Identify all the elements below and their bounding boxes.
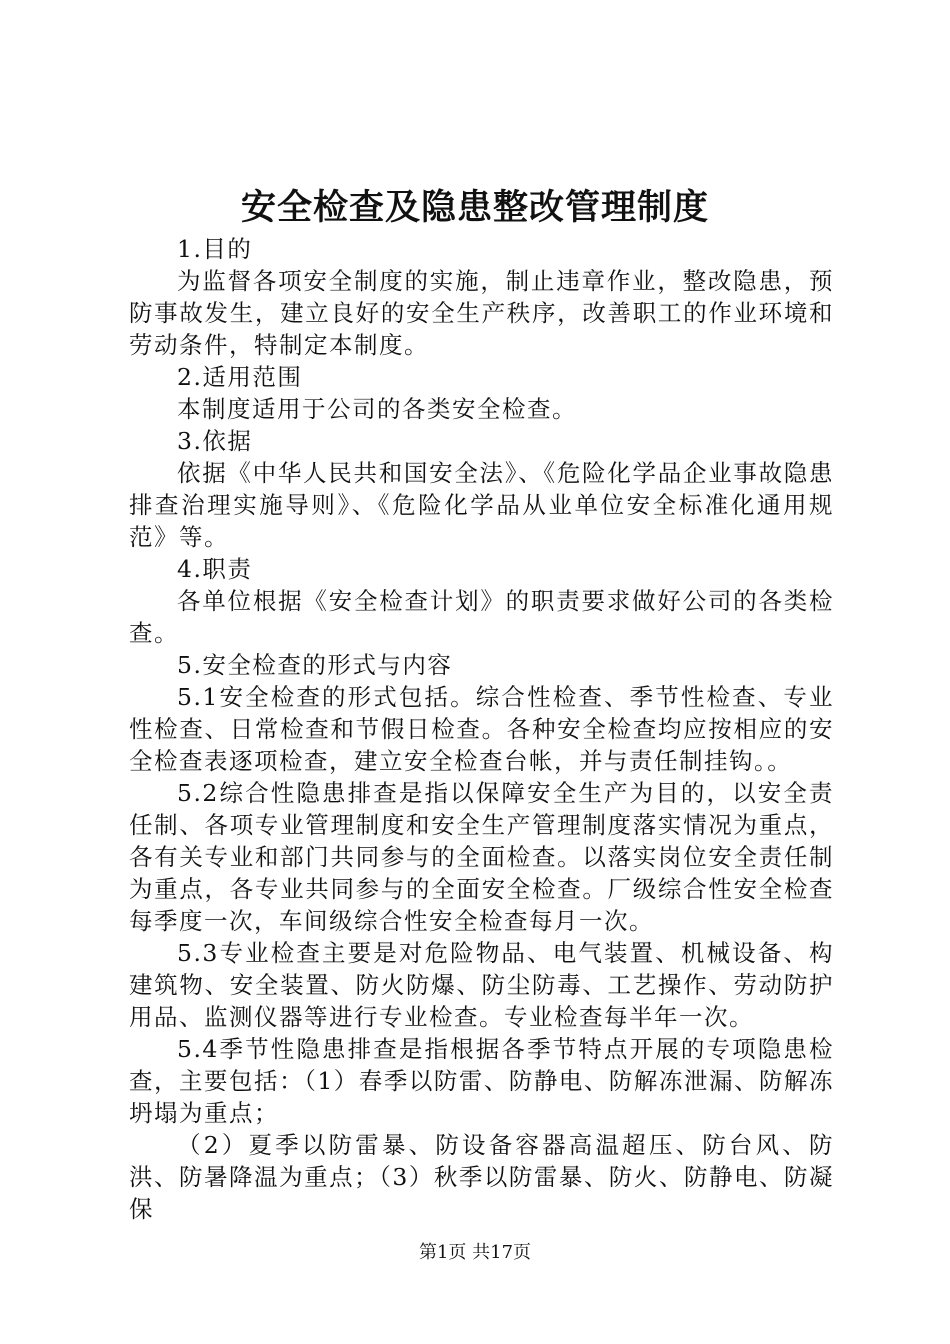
- paragraph-5-2: 5.2综合性隐患排查是指以保障安全生产为目的，以安全责任制、各项专业管理制度和安全生产管理制度落实情况为重点，各有关专业和部门共同参与的全面检查。以落实岗位安全责任制为重点，各专业共同参与的全面安全检查。厂级综合性安全检查每季度一次，车间级综合性安全检查每月一次。: [129, 779, 834, 935]
- paragraph-purpose: 为监督各项安全制度的实施，制止违章作业，整改隐患，预防事故发生，建立良好的安全生产秩序，改善职工的作业环境和劳动条件，特制定本制度。: [129, 267, 834, 359]
- page-footer: 第1页 共17页: [418, 1242, 532, 1263]
- paragraph-duties: 各单位根据《安全检查计划》的职责要求做好公司的各类检查。: [129, 587, 834, 647]
- paragraph-5-4: 5.4季节性隐患排查是指根据各季节特点开展的专项隐患检查，主要包括：（1）春季以防雷、防静电、防解冻泄漏、防解冻坍塌为重点；: [129, 1035, 834, 1127]
- paragraph-5-3: 5.3专业检查主要是对危险物品、电气装置、机械设备、构建筑物、安全装置、防火防爆、防尘防毒、工艺操作、劳动防护用品、监测仪器等进行专业检查。专业检查每半年一次。: [129, 939, 834, 1031]
- section-heading-basis: 3.依据: [177, 427, 253, 455]
- section-heading-purpose: 1.目的: [177, 235, 253, 263]
- paragraph-scope: 本制度适用于公司的各类安全检查。: [177, 395, 577, 423]
- paragraph-basis: 依据《中华人民共和国安全法》、《危险化学品企业事故隐患排查治理实施导则》、《危险化学品从业单位安全标准化通用规范》等。: [129, 459, 834, 551]
- document-body: [129, 233, 834, 1225]
- section-heading-duties: 4.职责: [177, 555, 253, 583]
- paragraph-5-4-continued: （2）夏季以防雷暴、防设备容器高温超压、防台风、防洪、防暑降温为重点；（3）秋季以防雷暴、防火、防静电、防凝保: [129, 1131, 834, 1223]
- paragraph-5-1: 5.1安全检查的形式包括。综合性检查、季节性检查、专业性检查、日常检查和节假日检查。各种安全检查均应按相应的安全检查表逐项检查，建立安全检查台帐，并与责任制挂钩。。: [129, 683, 834, 775]
- document-title: 安全检查及隐患整改管理制度: [240, 187, 709, 228]
- section-heading-inspection: 5.安全检查的形式与内容: [177, 651, 453, 679]
- section-heading-scope: 2.适用范围: [177, 363, 303, 391]
